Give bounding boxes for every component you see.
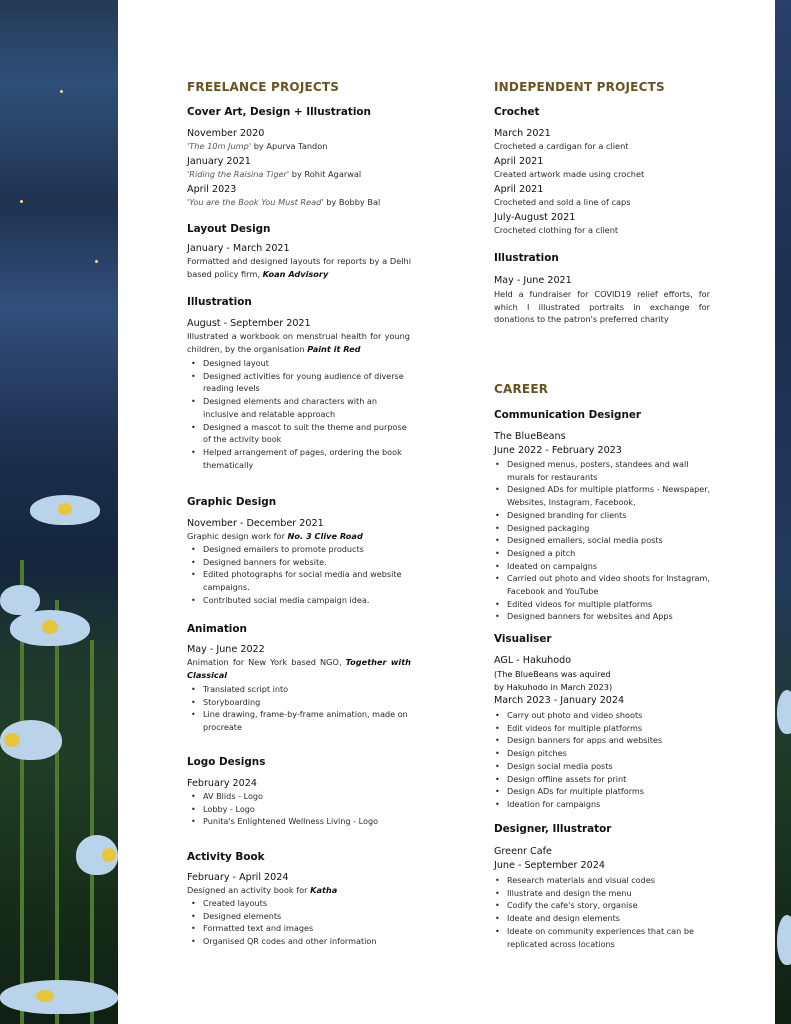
animation-title: Animation	[187, 623, 247, 635]
layout-desc: Formatted and designed layouts for reports by a Delhi based policy firm, Koan Advisory	[187, 256, 411, 279]
list-item: • Storyboarding	[187, 696, 409, 709]
layout-date: January - March 2021	[187, 243, 290, 254]
daisy-center	[102, 848, 116, 862]
visualiser-note: by Hakuhodo in March 2023)	[494, 682, 613, 692]
list-item: • Ideate and design elements	[491, 912, 721, 925]
list-item: • Punita's Enlightened Wellness Living - Logo	[187, 815, 409, 828]
illustration-date: August - September 2021	[187, 318, 311, 329]
list-item: • Designed banners for website.	[187, 556, 409, 569]
list-item: • Designed a mascot to suit the theme and purpose of the activity book	[187, 421, 409, 446]
independent-illustration-desc: Held a fundraiser for COVID19 relief efforts, for which I illustrated portraits in exchange for donations to the patron's preferred charity	[494, 289, 710, 325]
activity-list	[187, 897, 409, 948]
list-item: • Designed ADs for multiple platforms - Newspaper, Websites, Instagram, Facebook,	[491, 483, 713, 508]
star-dot	[95, 260, 98, 263]
list-item: • Ideate on community experiences that can be replicated across locations	[491, 925, 721, 950]
list-item: • Created layouts	[187, 897, 409, 910]
logo-date: February 2024	[187, 778, 257, 789]
activity-desc: Designed an activity book for Katha	[187, 885, 338, 895]
grass-stem	[55, 600, 59, 1024]
illustration-desc: Illustrated a workbook on menstrual health for young children, by the organisation Paint it Red	[187, 331, 410, 354]
list-item: • Designed banners for websites and Apps	[491, 610, 713, 623]
animation-desc: Animation for New York based NGO, Together with Classical	[187, 657, 411, 680]
list-item: • Ideated on campaigns	[491, 560, 713, 573]
designer-date: June - September 2024	[494, 860, 605, 871]
designer-company: Greenr Cafe	[494, 846, 552, 857]
layout-design-title: Layout Design	[187, 223, 271, 235]
list-item: • Designed emailers to promote products	[187, 543, 409, 556]
crochet-date: April 2021	[494, 156, 544, 167]
logo-designs-title: Logo Designs	[187, 756, 266, 768]
visualiser-list	[491, 709, 713, 811]
crochet-date: April 2021	[494, 184, 544, 195]
list-item: • Helped arrangement of pages, ordering the book thematically	[187, 446, 409, 471]
crochet-title: Crochet	[494, 106, 540, 118]
designer-list	[491, 874, 721, 950]
list-item: • Designed a pitch	[491, 547, 713, 560]
crochet-desc: Crocheted and sold a line of caps	[494, 197, 631, 207]
crochet-desc: Crocheted clothing for a client	[494, 225, 619, 235]
activity-book-title: Activity Book	[187, 851, 265, 863]
visualiser-note: (The BlueBeans was aquired	[494, 669, 611, 679]
daisy-center	[58, 503, 72, 515]
list-item: • Designed activities for young audience of diverse reading levels	[187, 370, 409, 395]
cover-item-date: November 2020	[187, 128, 265, 139]
illustration-title: Illustration	[187, 296, 252, 308]
visualiser-date: March 2023 - January 2024	[494, 695, 625, 706]
crochet-date: March 2021	[494, 128, 551, 139]
list-item: • Design pitches	[491, 747, 713, 760]
independent-illustration-title: Illustration	[494, 252, 559, 264]
freelance-heading: FREELANCE PROJECTS	[187, 80, 340, 94]
list-item: • Illustrate and design the menu	[491, 887, 721, 900]
graphic-desc: Graphic design work for No. 3 Clive Road	[187, 531, 363, 541]
comm-designer-title: Communication Designer	[494, 409, 642, 421]
list-item: • Designed elements	[187, 910, 409, 923]
list-item: • Designed emailers, social media posts	[491, 534, 713, 547]
cover-item-desc: 'Riding the Raisina Tiger' by Rohit Agarwal	[187, 169, 362, 179]
crochet-desc: Crocheted a cardigan for a client	[494, 141, 629, 151]
cover-item-desc: 'You are the Book You Must Read' by Bobby Bal	[187, 197, 381, 207]
visualiser-title: Visualiser	[494, 633, 552, 645]
list-item: • Lobby - Logo	[187, 803, 409, 816]
list-item: • Organised QR codes and other information	[187, 935, 409, 948]
logo-list	[187, 790, 409, 828]
list-item: • Ideation for campaigns	[491, 798, 713, 811]
independent-heading: INDEPENDENT PROJECTS	[494, 80, 665, 94]
activity-date: February - April 2024	[187, 872, 289, 883]
animation-list	[187, 683, 409, 734]
list-item: • Contributed social media campaign idea.	[187, 594, 409, 607]
illustration-list	[187, 357, 409, 471]
list-item: • Designed branding for clients	[491, 509, 713, 522]
list-item: • Design banners for apps and websites	[491, 734, 713, 747]
cover-item-date: January 2021	[187, 156, 251, 167]
comm-company: The BlueBeans	[494, 431, 566, 442]
graphic-design-title: Graphic Design	[187, 496, 277, 508]
list-item: • Design social media posts	[491, 760, 713, 773]
list-item: • Designed packaging	[491, 522, 713, 535]
grass-stem	[90, 640, 94, 1024]
daisy-flower	[777, 915, 791, 965]
list-item: • Line drawing, frame-by-frame animation, made on procreate	[187, 708, 409, 733]
list-item: • Edited photographs for social media and website campaigns.	[187, 568, 409, 593]
star-dot	[20, 200, 23, 203]
list-item: • Design ADs for multiple platforms	[491, 785, 713, 798]
list-item: • Edited videos for multiple platforms	[491, 598, 713, 611]
comm-list	[491, 458, 713, 623]
designer-illustrator-title: Designer, Illustrator	[494, 823, 612, 835]
graphic-date: November - December 2021	[187, 518, 324, 529]
daisy-flower	[777, 690, 791, 734]
cover-item-date: April 2023	[187, 184, 237, 195]
crochet-desc: Created artwork made using crochet	[494, 169, 645, 179]
list-item: • Design offline assets for print	[491, 773, 713, 786]
background-painting-left	[0, 0, 118, 1024]
star-dot	[60, 90, 63, 93]
daisy-center	[4, 733, 20, 747]
daisy-center	[42, 620, 58, 634]
cover-art-title: Cover Art, Design + Illustration	[187, 106, 371, 118]
list-item: • Formatted text and images	[187, 922, 409, 935]
list-item: • Designed layout	[187, 357, 409, 370]
comm-date: June 2022 - February 2023	[494, 445, 622, 456]
list-item: • Designed elements and characters with an inclusive and relatable approach	[187, 395, 409, 420]
graphic-list	[187, 543, 409, 607]
background-painting-right	[775, 0, 791, 1024]
crochet-date: July-August 2021	[494, 212, 576, 223]
list-item: • Research materials and visual codes	[491, 874, 721, 887]
animation-date: May - June 2022	[187, 644, 265, 655]
list-item: • Codify the cafe's story, organise	[491, 899, 721, 912]
list-item: • Carried out photo and video shoots for Instagram, Facebook and YouTube	[491, 572, 713, 597]
list-item: • AV Blids - Logo	[187, 790, 409, 803]
daisy-flower	[0, 980, 118, 1014]
list-item: • Edit videos for multiple platforms	[491, 722, 713, 735]
career-heading: CAREER	[494, 382, 549, 396]
list-item: • Carry out photo and video shoots	[491, 709, 713, 722]
list-item: • Designed menus, posters, standees and wall murals for restaurants	[491, 458, 713, 483]
visualiser-company: AGL - Hakuhodo	[494, 655, 572, 666]
independent-illustration-date: May - June 2021	[494, 275, 572, 286]
daisy-center	[36, 990, 54, 1002]
list-item: • Translated script into	[187, 683, 409, 696]
cover-item-desc: 'The 10m Jump' by Apurva Tandon	[187, 141, 328, 151]
